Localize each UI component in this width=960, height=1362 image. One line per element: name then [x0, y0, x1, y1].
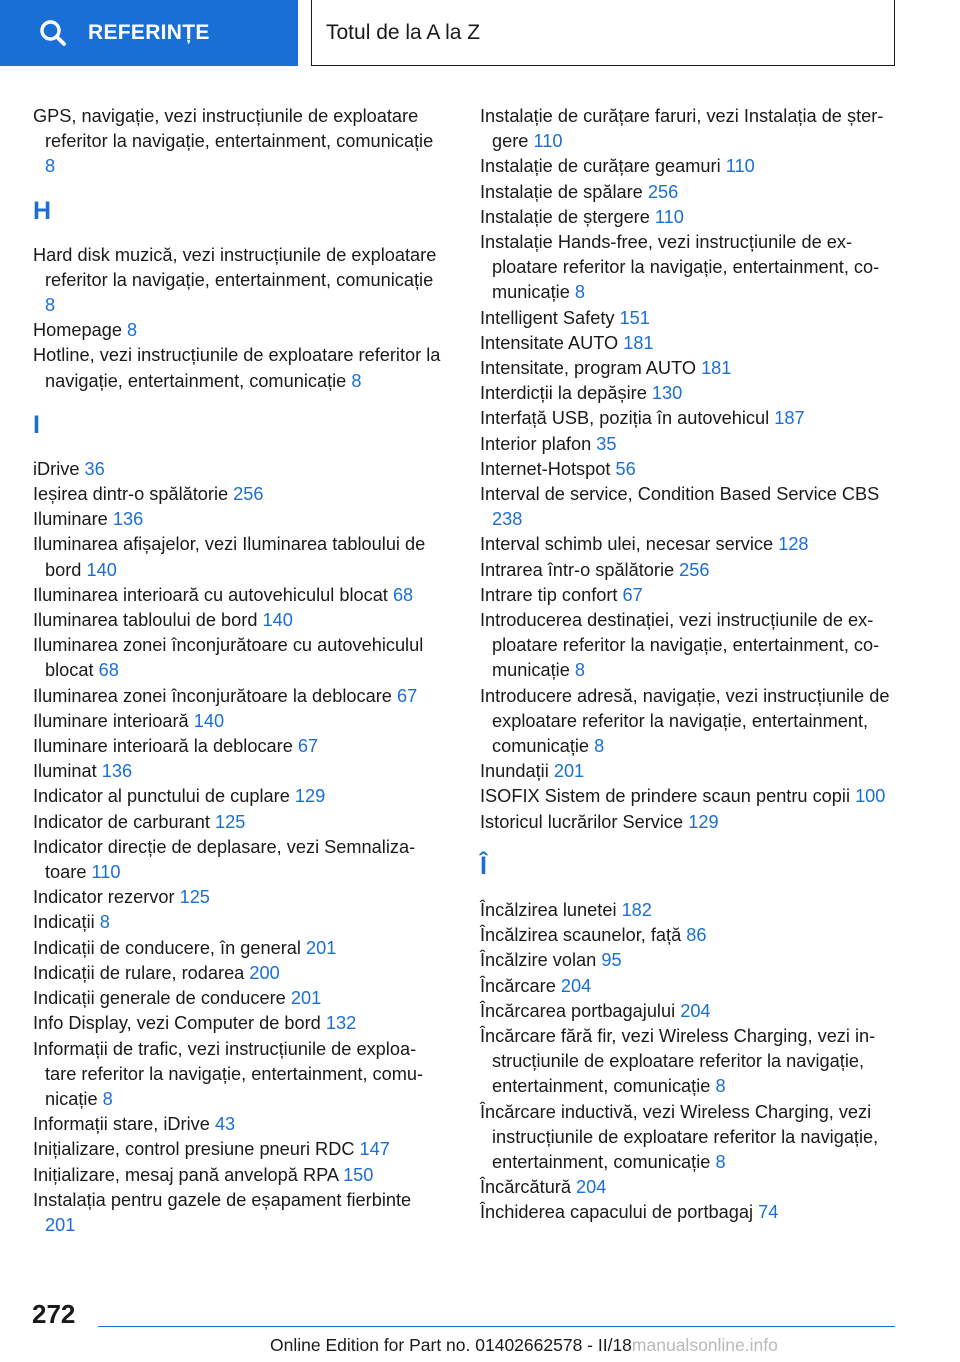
index-entry: [33, 961, 441, 986]
index-entry: [33, 1037, 441, 1113]
index-entry-text: Încărcare fără fir, vezi Wireless Charging, vezi instrucțiunile de exploatare referitor la navigație, entertainment, comunicație: [480, 1025, 876, 1097]
index-entry: [33, 709, 441, 734]
page-reference-link[interactable]: 147: [359, 1139, 390, 1160]
index-entry: [33, 1011, 441, 1036]
index-entry-text: Iluminarea afișajelor, vezi Iluminarea tabloului de bord: [33, 534, 426, 580]
index-entry: [33, 734, 441, 759]
index-entry-text: Încălzire volan: [480, 950, 597, 971]
page-reference-link[interactable]: 140: [86, 559, 117, 580]
index-entry-text: Încălzirea scaunelor, față: [480, 925, 682, 946]
index-entry-text: Indicații de conducere, în general: [33, 937, 301, 958]
section-title: Totul de la A la Z: [326, 20, 481, 44]
page-reference-link[interactable]: 8: [574, 282, 586, 303]
index-entry-text: Indicator direcție de deplasare, vezi Semnalizatoare: [33, 836, 416, 883]
index-entry-text: Instalație de ștergere: [480, 206, 650, 227]
page-reference-link[interactable]: 201: [45, 1214, 76, 1235]
index-entry: [480, 583, 900, 608]
page-reference-link[interactable]: 128: [778, 534, 809, 555]
page-reference-link[interactable]: 256: [679, 559, 710, 580]
index-entry-text: Iluminat: [33, 761, 97, 782]
page-reference-link[interactable]: 136: [112, 509, 144, 530]
index-entry: [33, 1188, 441, 1238]
index-entry: [33, 633, 441, 683]
page-reference-link[interactable]: 110: [91, 862, 121, 883]
references-tab-label: REFERINȚE: [88, 21, 210, 44]
index-entry-text: Iluminare interioară: [33, 710, 189, 731]
index-entry-text: GPS, navigație, vezi instrucțiunile de exploatare referitor la navigație, entertainment, comunicație: [33, 106, 434, 152]
index-entry-text: Introducerea destinației, vezi instrucțiunile de exploatare referitor la navigație, entertainment, comunicație: [480, 610, 880, 681]
index-entry: [480, 331, 900, 356]
page-reference-link[interactable]: 201: [306, 937, 337, 958]
index-entry: [480, 1175, 900, 1200]
page-reference-link[interactable]: 125: [179, 887, 210, 908]
index-entry-text: Hard disk muzică, vezi instrucțiunile de exploatare referitor la navigație, entertainment, comunicație: [33, 244, 437, 290]
index-entry: [33, 243, 441, 319]
page-reference-link[interactable]: 8: [715, 1076, 726, 1097]
index-entry: [480, 532, 900, 557]
index-entry: [33, 810, 441, 835]
index-entry-text: Hotline, vezi instrucțiunile de exploatare referitor la navigație, entertainment, comunicație: [33, 345, 441, 391]
index-entry: [480, 154, 900, 179]
page-reference-link[interactable]: 36: [84, 458, 105, 479]
page-reference-link[interactable]: 8: [715, 1151, 726, 1172]
index-entry: [33, 684, 441, 709]
page-reference-link[interactable]: 110: [725, 156, 755, 177]
page-reference-link[interactable]: 8: [351, 370, 362, 391]
page-reference-link[interactable]: 238: [492, 509, 523, 530]
index-entry: [480, 558, 900, 583]
index-entry: [480, 406, 900, 431]
index-entry: [33, 1163, 441, 1188]
page-reference-link[interactable]: 200: [249, 962, 280, 983]
page-reference-link[interactable]: 43: [214, 1114, 236, 1135]
index-entry: [480, 1024, 900, 1100]
index-entry: [480, 974, 900, 999]
index-entry-text: Iluminarea interioară cu autovehiculul blocat: [33, 584, 388, 605]
search-icon: [38, 18, 68, 48]
page-reference-link[interactable]: 8: [45, 295, 56, 316]
index-entry-text: Intelligent Safety: [480, 307, 615, 328]
index-entry-text: Încărcare: [480, 975, 556, 996]
index-entry-text: Info Display, vezi Computer de bord: [33, 1013, 321, 1034]
index-entry-text: Interval schimb ulei, necesar service: [480, 534, 774, 555]
page-reference-link[interactable]: 181: [701, 358, 732, 379]
index-entry-text: Informații de trafic, vezi instrucțiunile de exploatare referitor la navigație, entertainment, comunicație: [33, 1038, 424, 1109]
page-reference-link[interactable]: 256: [233, 484, 264, 505]
index-entry: [33, 885, 441, 910]
index-entry: [33, 835, 441, 885]
index-entry: [480, 898, 900, 923]
edition-text: Online Edition for Part no. 01402662578 - II/18: [270, 1335, 632, 1355]
page-reference-link[interactable]: 130: [651, 383, 683, 404]
index-entry: [480, 306, 900, 331]
references-tab[interactable]: [0, 0, 298, 66]
page-reference-link[interactable]: 8: [45, 156, 56, 177]
page-reference-link[interactable]: 95: [601, 950, 622, 971]
index-entry: [480, 381, 900, 406]
page-reference-link[interactable]: 74: [758, 1202, 779, 1223]
index-letter-heading: Î: [480, 851, 487, 880]
index-entry: [33, 532, 441, 582]
footer-divider: [98, 1326, 895, 1327]
page-reference-link[interactable]: 67: [396, 685, 418, 706]
index-entry-text: Interior plafon: [480, 433, 592, 454]
index-entry: [33, 608, 441, 633]
page-reference-link[interactable]: 129: [688, 811, 719, 832]
page-reference-link[interactable]: 110: [533, 131, 563, 152]
index-entry-text: Încălzirea lunetei: [480, 899, 617, 920]
index-entry: [480, 104, 900, 154]
index-entry: [480, 1100, 900, 1176]
index-entry: [33, 910, 441, 935]
index-entry: [480, 1200, 900, 1225]
page-reference-link[interactable]: 110: [654, 206, 684, 227]
index-entry-text: iDrive: [33, 458, 80, 479]
page-reference-link[interactable]: 68: [98, 660, 119, 681]
index-entry-text: Intensitate, program AUTO: [480, 358, 696, 379]
section-title-tab[interactable]: [311, 0, 895, 66]
index-entry: [33, 784, 441, 809]
index-entry: [480, 759, 900, 784]
index-entry-text: Homepage: [33, 320, 122, 341]
index-entry-text: Interfață USB, poziția în autovehicul: [480, 408, 770, 429]
page-reference-link[interactable]: 100: [855, 786, 886, 807]
index-entry: [33, 457, 441, 482]
index-entry: [480, 948, 900, 973]
index-entry-text: Iluminare interioară la deblocare: [33, 736, 293, 757]
index-entry: [480, 457, 900, 482]
page-reference-link[interactable]: 8: [99, 912, 110, 933]
index-entry-text: Inițializare, control presiune pneuri RDC: [33, 1139, 355, 1160]
index-entry-text: Instalație de spălare: [480, 181, 643, 202]
page-reference-link[interactable]: 256: [647, 181, 679, 202]
page-reference-link[interactable]: 140: [193, 710, 225, 731]
index-entry-text: Încărcare inductivă, vezi Wireless Charging, vezi instrucțiunile de exploatare referitor la navigație, entertainment, comunicație: [480, 1101, 879, 1172]
page-number: 272: [32, 1299, 76, 1329]
page-reference-link[interactable]: 204: [680, 1000, 711, 1021]
page-reference-link[interactable]: 8: [574, 660, 586, 681]
index-entry: [480, 810, 900, 835]
page-reference-link[interactable]: 8: [102, 1088, 113, 1109]
page-reference-link[interactable]: 129: [294, 786, 326, 807]
index-entry-text: Indicator al punctului de cuplare: [33, 786, 290, 807]
index-entry-text: Ieșirea dintr-o spălătorie: [33, 484, 229, 505]
page-reference-link[interactable]: 8: [594, 736, 605, 757]
index-entry-text: Istoricul lucrărilor Service: [480, 811, 684, 832]
index-entry-text: Indicații: [33, 912, 95, 933]
index-entry-text: Interval de service, Condition Based Service CBS: [480, 484, 880, 505]
index-entry: [33, 583, 441, 608]
index-entry: [33, 104, 441, 180]
index-entry-text: Încărcătură: [480, 1177, 571, 1198]
index-entry-text: Intrarea într-o spălătorie: [480, 559, 675, 580]
index-entry-text: Indicator de carburant: [33, 811, 210, 832]
page-reference-link[interactable]: 201: [290, 988, 322, 1009]
page-reference-link[interactable]: 67: [297, 736, 319, 757]
index-entry-text: Inundații: [480, 761, 549, 782]
index-entry-text: Încărcarea portbagajului: [480, 1000, 676, 1021]
index-letter-heading: H: [33, 196, 52, 225]
index-entry: [33, 759, 441, 784]
page-reference-link[interactable]: 132: [325, 1013, 357, 1034]
index-entry: [480, 356, 900, 381]
index-column-left: [33, 104, 441, 1238]
index-entry: [480, 923, 900, 948]
index-entry: [480, 230, 900, 306]
index-entry-text: Iluminarea zonei înconjurătoare la deblocare: [33, 685, 392, 706]
page-reference-link[interactable]: 136: [101, 761, 133, 782]
page-reference-link[interactable]: 68: [392, 584, 414, 605]
index-entry-text: Iluminarea zonei înconjurătoare cu autovehiculul blocat: [33, 635, 424, 681]
index-entry: [480, 432, 900, 457]
index-entry: [480, 608, 900, 684]
index-entry-text: Inițializare, mesaj pană anvelopă RPA: [33, 1164, 338, 1185]
page-reference-link[interactable]: 86: [686, 925, 707, 946]
index-entry-text: Indicații de rulare, rodarea: [33, 962, 245, 983]
page-reference-link[interactable]: 204: [560, 975, 592, 996]
index-entry: [33, 318, 441, 343]
index-entry-text: Iluminare: [33, 509, 108, 530]
footer: [270, 1335, 778, 1356]
index-entry: [480, 205, 900, 230]
index-entry-text: Iluminarea tabloului de bord: [33, 610, 258, 631]
page-reference-link[interactable]: 150: [343, 1164, 374, 1185]
index-entry-text: Internet-Hotspot: [480, 458, 611, 479]
index-entry: [33, 1112, 441, 1137]
index-entry: [33, 482, 441, 507]
index-entry: [480, 482, 900, 532]
index-entry-text: Instalația pentru gazele de eșapament fierbinte: [33, 1189, 412, 1210]
page-reference-link[interactable]: 182: [621, 899, 652, 920]
page-reference-link[interactable]: 56: [615, 458, 636, 479]
index-entry-text: Indicator rezervor: [33, 887, 175, 908]
index-entry-text: Instalație de curățare faruri, vezi Instalația de ștergere: [480, 106, 884, 152]
page-reference-link[interactable]: 204: [576, 1177, 607, 1198]
page-reference-link[interactable]: 125: [215, 811, 246, 832]
index-entry-text: Intrare tip confort: [480, 584, 618, 605]
index-entry: [33, 986, 441, 1011]
index-letter-heading: I: [33, 410, 40, 439]
index-entry: [480, 999, 900, 1024]
page-reference-link[interactable]: 151: [619, 307, 650, 328]
index-entry-text: Instalație de curățare geamuri: [480, 156, 721, 177]
index-entry-text: ISOFIX Sistem de prindere scaun pentru copii: [480, 786, 850, 807]
page-reference-link[interactable]: 67: [622, 584, 643, 605]
page-reference-link[interactable]: 201: [553, 761, 585, 782]
index-entry-text: Intensitate AUTO: [480, 332, 619, 353]
index-entry-text: Închiderea capacului de portbagaj: [480, 1202, 754, 1223]
index-entry: [480, 180, 900, 205]
index-entry-text: Indicații generale de conducere: [33, 988, 286, 1009]
index-entry-text: Introducere adresă, navigație, vezi instrucțiunile de exploatare referitor la navigație, entertainment, comunicație: [480, 685, 890, 757]
index-entry: [33, 507, 441, 532]
page-reference-link[interactable]: 140: [262, 610, 293, 631]
index-column-right: [480, 104, 900, 1226]
index-entry: [33, 343, 441, 393]
watermark: manualsonline.info: [631, 1335, 778, 1355]
index-entry: [33, 1137, 441, 1162]
index-entry: [33, 936, 441, 961]
page-reference-link[interactable]: 8: [127, 320, 138, 341]
index-entry-text: Interdicții la depășire: [480, 383, 647, 404]
index-entry-text: Informații stare, iDrive: [33, 1114, 210, 1135]
page-reference-link[interactable]: 35: [596, 433, 617, 454]
index-entry-text: Instalație Hands-free, vezi instrucțiunile de exploatare referitor la navigație, entertainment, comunicație: [480, 232, 880, 303]
index-entry: [480, 784, 900, 809]
index-entry: [480, 684, 900, 760]
page-reference-link[interactable]: 187: [774, 408, 805, 429]
page-reference-link[interactable]: 181: [623, 332, 654, 353]
